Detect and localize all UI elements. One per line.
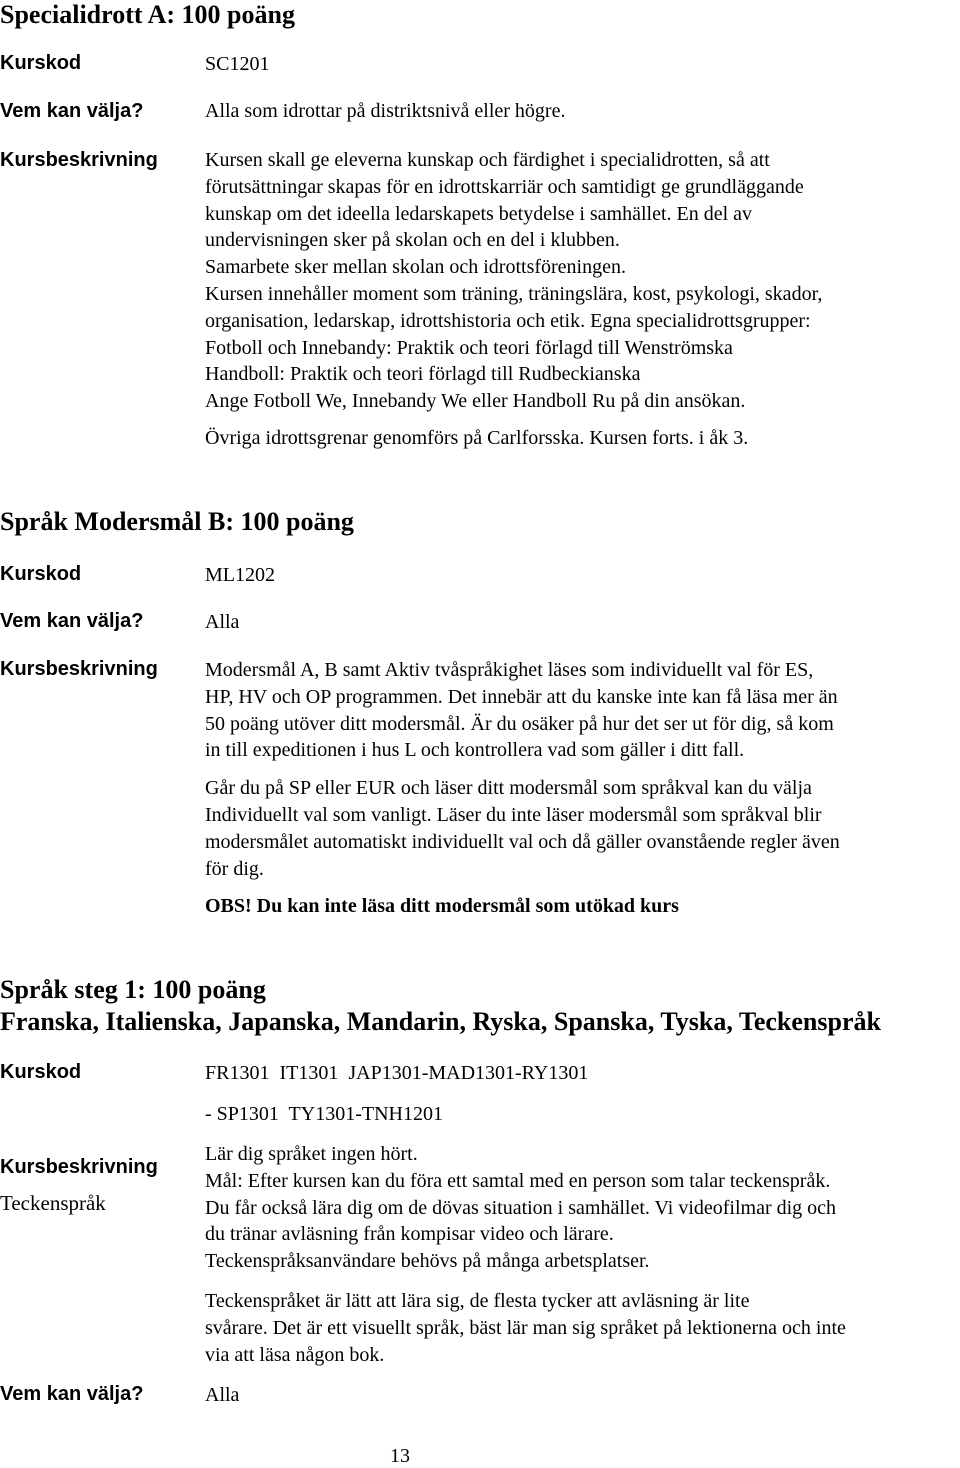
description-line: Fotboll och Innebandy: Praktik och teori förlagd till Wenströmska <box>205 336 733 359</box>
description-line: svårare. Det är ett visuellt språk, bäst lär man sig språket på lektionerna och inte <box>205 1316 846 1339</box>
description-line: förutsättningar skapas för en idrottskarriär och samtidigt ge grundläggande <box>205 175 804 198</box>
description-line: Individuellt val som vanligt. Läser du inte läser modersmål som språkval blir <box>205 803 822 826</box>
label-kurskod: Kurskod <box>0 52 82 74</box>
description-modersmal <box>205 657 960 920</box>
label-vem-kan-valja: Vem kan välja? <box>0 610 144 632</box>
description-line: Modersmål A, B samt Aktiv tvåspråkighet läses som individuellt val för ES, <box>205 659 814 681</box>
description-line: du tränar avläsning från kompisar video och lärare. <box>205 1223 614 1246</box>
description-line: Lär dig språket ingen hört. <box>205 1143 418 1165</box>
label-vem-kan-valja: Vem kan välja? <box>0 100 144 122</box>
description-line: Övriga idrottsgrenar genomförs på Carlforsska. Kursen forts. i åk 3. <box>205 426 749 449</box>
description-specialidrott <box>205 147 960 452</box>
value-kurskod: SC1201 <box>205 53 270 75</box>
description-line: modersmålet automatiskt individuellt val och då gäller ovanstående regler även <box>205 830 840 853</box>
label-kursbeskrivning: Kursbeskrivning <box>0 658 158 680</box>
value-vem-kan-valja: Alla som idrottar på distriktsnivå eller högre. <box>205 100 566 122</box>
description-line: via att läsa någon bok. <box>205 1343 385 1366</box>
description-line: kunskap om det ideella ledarskapets betydelse i samhället. En del av <box>205 202 753 225</box>
value-vem-kan-valja: Alla <box>205 1384 240 1406</box>
value-kurskod: FR1301 IT1301 JAP1301-MAD1301-RY1301 - SP1301 TY1301-TNH1201 <box>205 1062 589 1125</box>
description-line: Samarbete sker mellan skolan och idrottsföreningen. <box>205 256 626 279</box>
description-line: Teckenspråksanvändare behövs på många arbetsplatser. <box>205 1250 650 1273</box>
obs-note: OBS! Du kan inte läsa ditt modersmål som utökad kurs <box>205 895 679 918</box>
description-line: HP, HV och OP programmen. Det innebär att du kanske inte kan få läsa mer än <box>205 685 838 708</box>
description-line: Du får också lära dig om de dövas situation i samhället. Vi videofilmar dig och <box>205 1196 837 1219</box>
value-kurskod: ML1202 <box>205 564 275 586</box>
description-line: undervisningen sker på skolan och en del i klubben. <box>205 229 620 252</box>
description-line: Kursen innehåller moment som träning, träningslära, kost, psykologi, skador, <box>205 282 823 305</box>
description-line: organisation, ledarskap, idrottshistoria och etik. Egna specialidrottsgrupper: <box>205 309 811 332</box>
label-kurskod: Kurskod <box>0 1061 82 1083</box>
description-sprak-steg-1 <box>205 1141 960 1368</box>
section-title-specialidrott: Specialidrott A: 100 poäng <box>0 0 295 29</box>
section-title-modersmal: Språk Modersmål B: 100 poäng <box>0 507 354 536</box>
description-line: Ange Fotboll We, Innebandy We eller Handboll Ru på din ansökan. <box>205 390 746 413</box>
description-line: Teckenspråket är lätt att lära sig, de flesta tycker att avläsning är lite <box>205 1289 750 1312</box>
label-vem-kan-valja: Vem kan välja? <box>0 1383 144 1405</box>
description-line: Mål: Efter kursen kan du föra ett samtal med en person som talar teckenspråk. <box>205 1169 831 1192</box>
description-line: Går du på SP eller EUR och läser ditt modersmål som språkval kan du välja <box>205 777 812 800</box>
label-teckensprak: Teckenspråk <box>0 1191 106 1215</box>
section-subtitle-languages: Franska, Italienska, Japanska, Mandarin, Ryska, Spanska, Tyska, Teckenspråk <box>0 1007 881 1036</box>
description-line: in till expeditionen i hus L och kontrollera vad som gäller i ditt fall. <box>205 739 745 762</box>
description-line: Handboll: Praktik och teori förlagd till Rudbeckianska <box>205 363 641 386</box>
value-vem-kan-valja: Alla <box>205 611 240 633</box>
section-title-sprak-steg-1: Språk steg 1: 100 poäng <box>0 975 266 1004</box>
label-kursbeskrivning: Kursbeskrivning <box>0 1156 158 1178</box>
label-kurskod: Kurskod <box>0 563 82 585</box>
description-line: 50 poäng utöver ditt modersmål. Är du osäker på hur det ser ut för dig, så kom <box>205 712 834 735</box>
description-line: för dig. <box>205 857 264 880</box>
description-line: Kursen skall ge eleverna kunskap och färdighet i specialidrotten, så att <box>205 149 770 171</box>
page-number: 13 <box>390 1445 410 1467</box>
label-kursbeskrivning: Kursbeskrivning <box>0 149 158 171</box>
